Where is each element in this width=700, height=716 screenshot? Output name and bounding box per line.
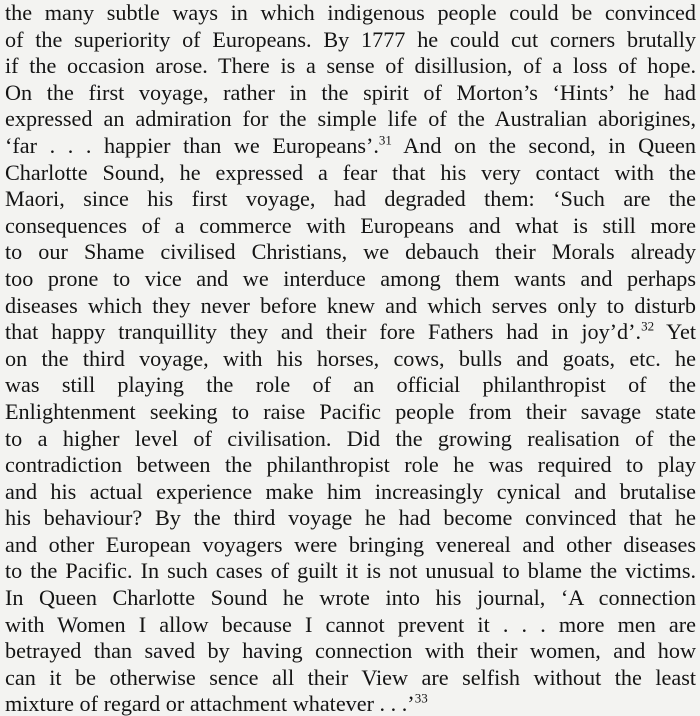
text-line-10: to our Shame civilised Christians, we debauch their Morals already <box>5 239 696 265</box>
text-line-6-main: ‘far . . . happier than we Europeans’. <box>5 132 379 158</box>
text-line-7: Charlotte Sound, he expressed a fear that his very contact with the <box>5 159 696 185</box>
text-line-13-after: Yet <box>654 319 696 345</box>
text-line-22: to the Pacific. In such cases of guilt it is not unusual to blame the victims. <box>5 558 696 584</box>
body-text <box>5 0 696 716</box>
text-line-19: and his actual experience make him increasingly cynical and brutalise <box>5 478 696 504</box>
text-line-12: diseases which they never before knew and which serves only to disturb <box>5 292 696 318</box>
text-line-20: his behaviour? By the third voyage he had become convinced that he <box>5 505 696 531</box>
text-line-6 <box>5 133 696 160</box>
text-line-3: if the occasion arose. There is a sense of disillusion, of a loss of hope. <box>5 53 696 79</box>
text-line-16: Enlightenment seeking to raise Pacific people from their savage state <box>5 398 696 424</box>
text-line-27 <box>5 691 696 716</box>
text-line-4: On the first voyage, rather in the spirit of Morton’s ‘Hints’ he had <box>5 79 696 105</box>
text-line-14: on the third voyage, with his horses, cows, bulls and goats, etc. he <box>5 345 696 371</box>
text-line-2: of the superiority of Europeans. By 1777 he could cut corners brutally <box>5 26 696 52</box>
text-line-26: can it be otherwise sence all their View are selfish without the least <box>5 664 696 690</box>
text-line-13-main: that happy tranquillity they and their fore Fathers had in joy’d’. <box>5 319 642 345</box>
footnote-marker-31: 31 <box>378 132 392 148</box>
text-line-6-after: And on the second, in Queen <box>391 132 696 158</box>
text-line-24: with Women I allow because I cannot prevent it . . . more men are <box>5 611 696 637</box>
text-line-9: consequences of a commerce with Europeans and what is still more <box>5 212 696 238</box>
text-line-18: contradiction between the philanthropist role he was required to play <box>5 452 696 478</box>
text-line-5: expressed an admiration for the simple life of the Australian aborigines, <box>5 106 696 132</box>
text-line-23: In Queen Charlotte Sound he wrote into his journal, ‘A connection <box>5 585 696 611</box>
footnote-marker-32: 32 <box>641 319 655 334</box>
footnote-marker-33: 33 <box>414 691 428 707</box>
text-line-21: and other European voyagers were bringing venereal and other diseases <box>5 531 696 557</box>
text-line-25: betrayed than saved by having connection with their women, and how <box>5 638 696 664</box>
text-line-17: to a higher level of civilisation. Did the growing realisation of the <box>5 425 696 451</box>
text-line-1: the many subtle ways in which indigenous people could be convinced <box>5 0 696 25</box>
text-line-27-main: mixture of regard or attachment whatever . . .’ <box>5 691 415 716</box>
text-line-13 <box>5 319 696 346</box>
text-line-8: Maori, since his first voyage, had degraded them: ‘Such are the <box>5 186 696 212</box>
text-line-15: was still playing the role of an official philanthropist of the <box>5 372 696 398</box>
text-line-11: too prone to vice and we interduce among them wants and perhaps <box>5 265 696 291</box>
